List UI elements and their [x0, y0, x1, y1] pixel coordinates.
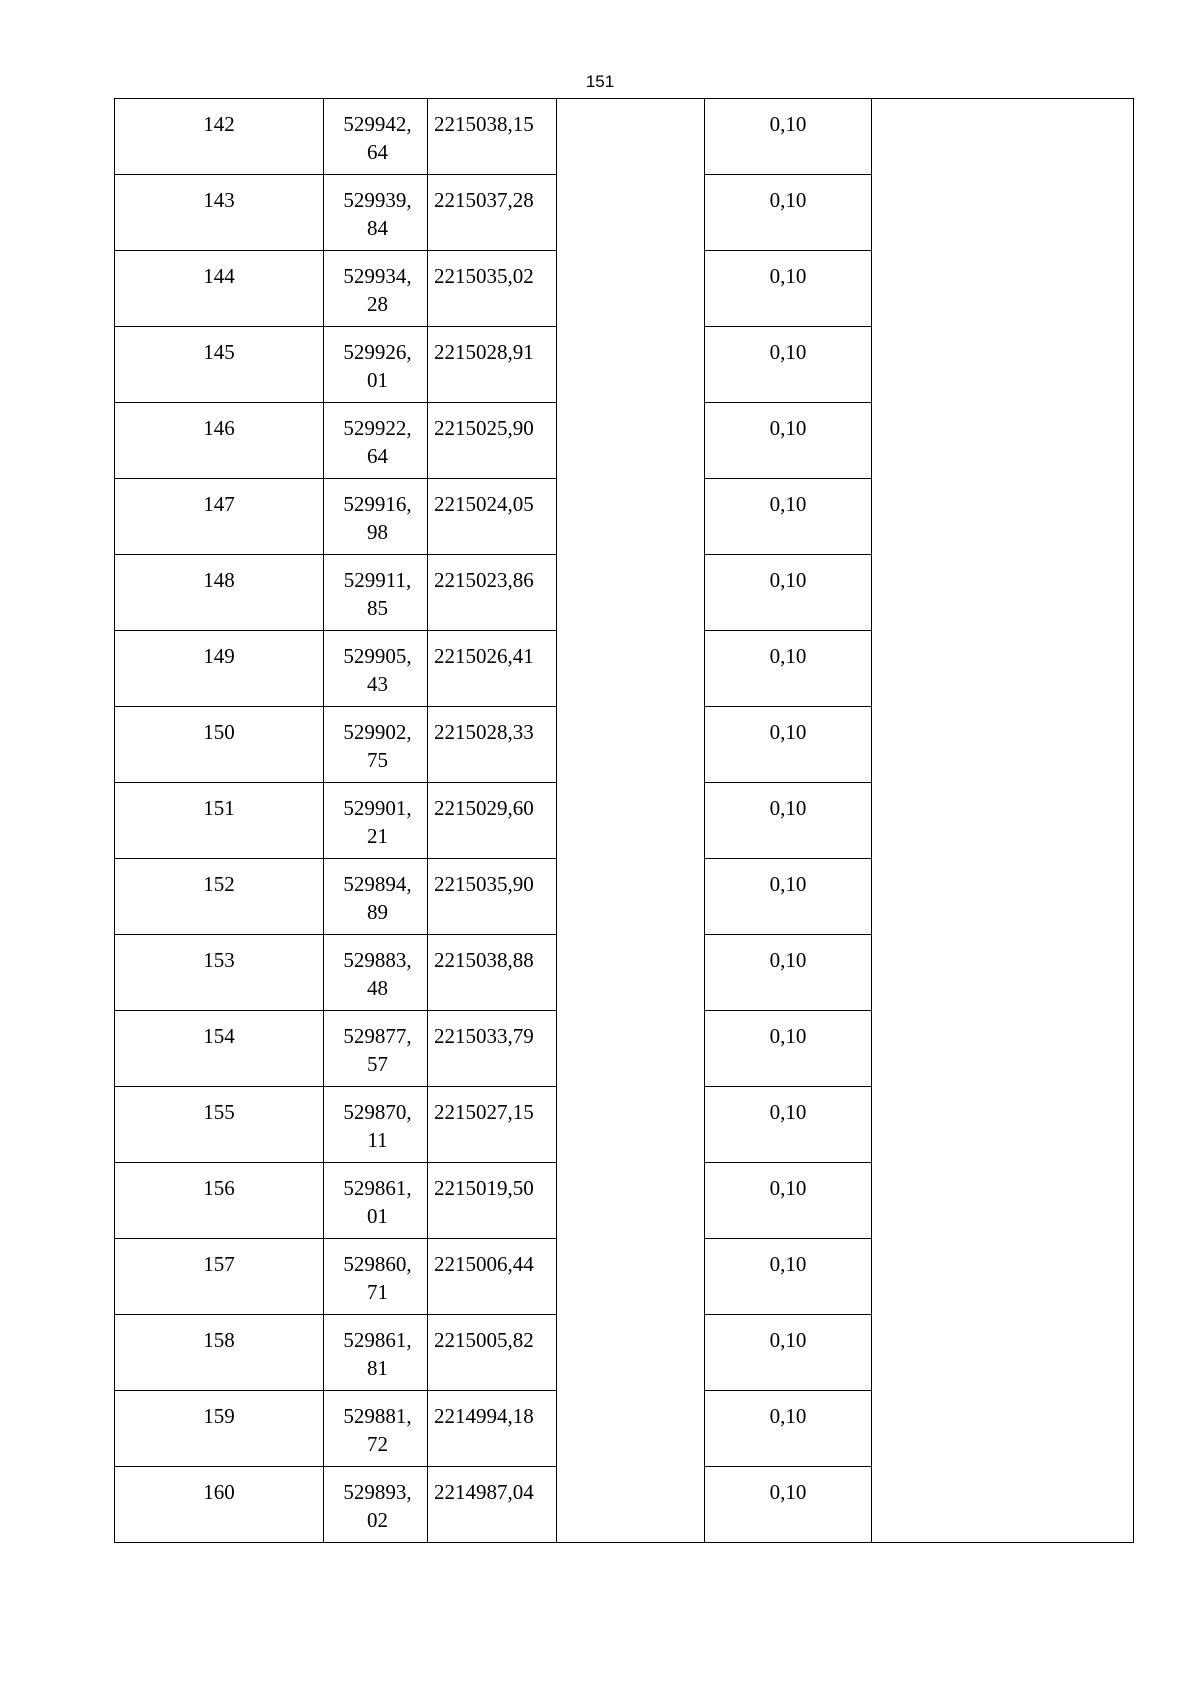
empty-merged-cell	[557, 99, 705, 1543]
x-coordinate-integer: 529881,	[343, 1404, 412, 1428]
x-coordinate-integer: 529883,	[343, 948, 412, 972]
point-number-cell: 142	[115, 99, 324, 175]
x-coordinate-fraction: 48	[367, 976, 388, 1000]
value-cell: 0,10	[705, 1391, 872, 1467]
x-coordinate-integer: 529926,	[343, 340, 412, 364]
x-coordinate-cell	[324, 1239, 428, 1315]
x-coordinate-integer: 529939,	[343, 188, 412, 212]
point-number-cell: 145	[115, 327, 324, 403]
y-coordinate-cell: 2215026,41	[428, 631, 557, 707]
x-coordinate-integer: 529901,	[343, 796, 412, 820]
x-coordinate-integer: 529870,	[343, 1100, 412, 1124]
y-coordinate-cell: 2215035,90	[428, 859, 557, 935]
x-coordinate-cell	[324, 175, 428, 251]
y-coordinate-cell: 2215037,28	[428, 175, 557, 251]
value-cell: 0,10	[705, 631, 872, 707]
value-cell: 0,10	[705, 479, 872, 555]
value-cell: 0,10	[705, 1163, 872, 1239]
y-coordinate-cell: 2215028,91	[428, 327, 557, 403]
x-coordinate-fraction: 01	[367, 368, 388, 392]
y-coordinate-cell: 2215027,15	[428, 1087, 557, 1163]
point-number-cell: 144	[115, 251, 324, 327]
y-coordinate-cell: 2215038,88	[428, 935, 557, 1011]
value-cell: 0,10	[705, 1467, 872, 1543]
value-cell: 0,10	[705, 707, 872, 783]
y-coordinate-cell: 2215005,82	[428, 1315, 557, 1391]
x-coordinate-fraction: 71	[367, 1280, 388, 1304]
point-number-cell: 147	[115, 479, 324, 555]
x-coordinate-integer: 529934,	[343, 264, 412, 288]
x-coordinate-cell	[324, 1087, 428, 1163]
value-cell: 0,10	[705, 403, 872, 479]
x-coordinate-integer: 529861,	[343, 1328, 412, 1352]
x-coordinate-cell	[324, 1467, 428, 1543]
y-coordinate-cell: 2215019,50	[428, 1163, 557, 1239]
x-coordinate-integer: 529922,	[343, 416, 412, 440]
y-coordinate-cell: 2214987,04	[428, 1467, 557, 1543]
value-cell: 0,10	[705, 935, 872, 1011]
value-cell: 0,10	[705, 1011, 872, 1087]
x-coordinate-fraction: 85	[367, 596, 388, 620]
x-coordinate-integer: 529902,	[343, 720, 412, 744]
x-coordinate-cell	[324, 1315, 428, 1391]
y-coordinate-cell: 2215033,79	[428, 1011, 557, 1087]
x-coordinate-fraction: 02	[367, 1508, 388, 1532]
point-number-cell: 159	[115, 1391, 324, 1467]
table-row	[115, 99, 1134, 175]
x-coordinate-fraction: 64	[367, 444, 388, 468]
x-coordinate-cell	[324, 327, 428, 403]
x-coordinate-cell	[324, 783, 428, 859]
x-coordinate-fraction: 64	[367, 140, 388, 164]
point-number-cell: 152	[115, 859, 324, 935]
x-coordinate-fraction: 11	[367, 1128, 388, 1152]
page-number: 151	[585, 72, 615, 91]
x-coordinate-cell	[324, 1163, 428, 1239]
value-cell: 0,10	[705, 1087, 872, 1163]
value-cell: 0,10	[705, 1315, 872, 1391]
x-coordinate-integer: 529942,	[343, 112, 412, 136]
value-cell: 0,10	[705, 99, 872, 175]
x-coordinate-fraction: 72	[367, 1432, 388, 1456]
x-coordinate-cell	[324, 859, 428, 935]
x-coordinate-integer: 529916,	[343, 492, 412, 516]
x-coordinate-cell	[324, 935, 428, 1011]
point-number-cell: 149	[115, 631, 324, 707]
empty-merged-cell-right	[872, 99, 1134, 1543]
x-coordinate-cell	[324, 631, 428, 707]
value-cell: 0,10	[705, 327, 872, 403]
value-cell: 0,10	[705, 1239, 872, 1315]
x-coordinate-cell	[324, 251, 428, 327]
y-coordinate-cell: 2215006,44	[428, 1239, 557, 1315]
x-coordinate-cell	[324, 99, 428, 175]
y-coordinate-cell: 2215035,02	[428, 251, 557, 327]
x-coordinate-fraction: 75	[367, 748, 388, 772]
x-coordinate-fraction: 57	[367, 1052, 388, 1076]
x-coordinate-cell	[324, 707, 428, 783]
x-coordinate-cell	[324, 555, 428, 631]
value-cell: 0,10	[705, 859, 872, 935]
x-coordinate-cell	[324, 1011, 428, 1087]
point-number-cell: 156	[115, 1163, 324, 1239]
x-coordinate-fraction: 43	[367, 672, 388, 696]
x-coordinate-integer: 529894,	[343, 872, 412, 896]
point-number-cell: 151	[115, 783, 324, 859]
coordinates-table-body	[115, 99, 1134, 1543]
x-coordinate-integer: 529860,	[343, 1252, 412, 1276]
x-coordinate-integer: 529911,	[343, 568, 412, 592]
point-number-cell: 154	[115, 1011, 324, 1087]
x-coordinate-integer: 529877,	[343, 1024, 412, 1048]
y-coordinate-cell: 2215024,05	[428, 479, 557, 555]
point-number-cell: 146	[115, 403, 324, 479]
x-coordinate-fraction: 98	[367, 520, 388, 544]
value-cell: 0,10	[705, 555, 872, 631]
x-coordinate-fraction: 89	[367, 900, 388, 924]
value-cell: 0,10	[705, 251, 872, 327]
y-coordinate-cell: 2214994,18	[428, 1391, 557, 1467]
point-number-cell: 155	[115, 1087, 324, 1163]
point-number-cell: 143	[115, 175, 324, 251]
point-number-cell: 153	[115, 935, 324, 1011]
x-coordinate-fraction: 81	[367, 1356, 388, 1380]
y-coordinate-cell: 2215038,15	[428, 99, 557, 175]
point-number-cell: 160	[115, 1467, 324, 1543]
x-coordinate-fraction: 21	[367, 824, 388, 848]
x-coordinate-fraction: 84	[367, 216, 388, 240]
point-number-cell: 148	[115, 555, 324, 631]
point-number-cell: 150	[115, 707, 324, 783]
x-coordinate-cell	[324, 1391, 428, 1467]
x-coordinate-cell	[324, 479, 428, 555]
y-coordinate-cell: 2215025,90	[428, 403, 557, 479]
point-number-cell: 158	[115, 1315, 324, 1391]
x-coordinate-fraction: 28	[367, 292, 388, 316]
x-coordinate-fraction: 01	[367, 1204, 388, 1228]
point-number-cell: 157	[115, 1239, 324, 1315]
x-coordinate-integer: 529893,	[343, 1480, 412, 1504]
x-coordinate-integer: 529905,	[343, 644, 412, 668]
coordinates-table	[114, 98, 1134, 1543]
x-coordinate-cell	[324, 403, 428, 479]
y-coordinate-cell: 2215029,60	[428, 783, 557, 859]
value-cell: 0,10	[705, 175, 872, 251]
x-coordinate-integer: 529861,	[343, 1176, 412, 1200]
value-cell: 0,10	[705, 783, 872, 859]
y-coordinate-cell: 2215023,86	[428, 555, 557, 631]
y-coordinate-cell: 2215028,33	[428, 707, 557, 783]
